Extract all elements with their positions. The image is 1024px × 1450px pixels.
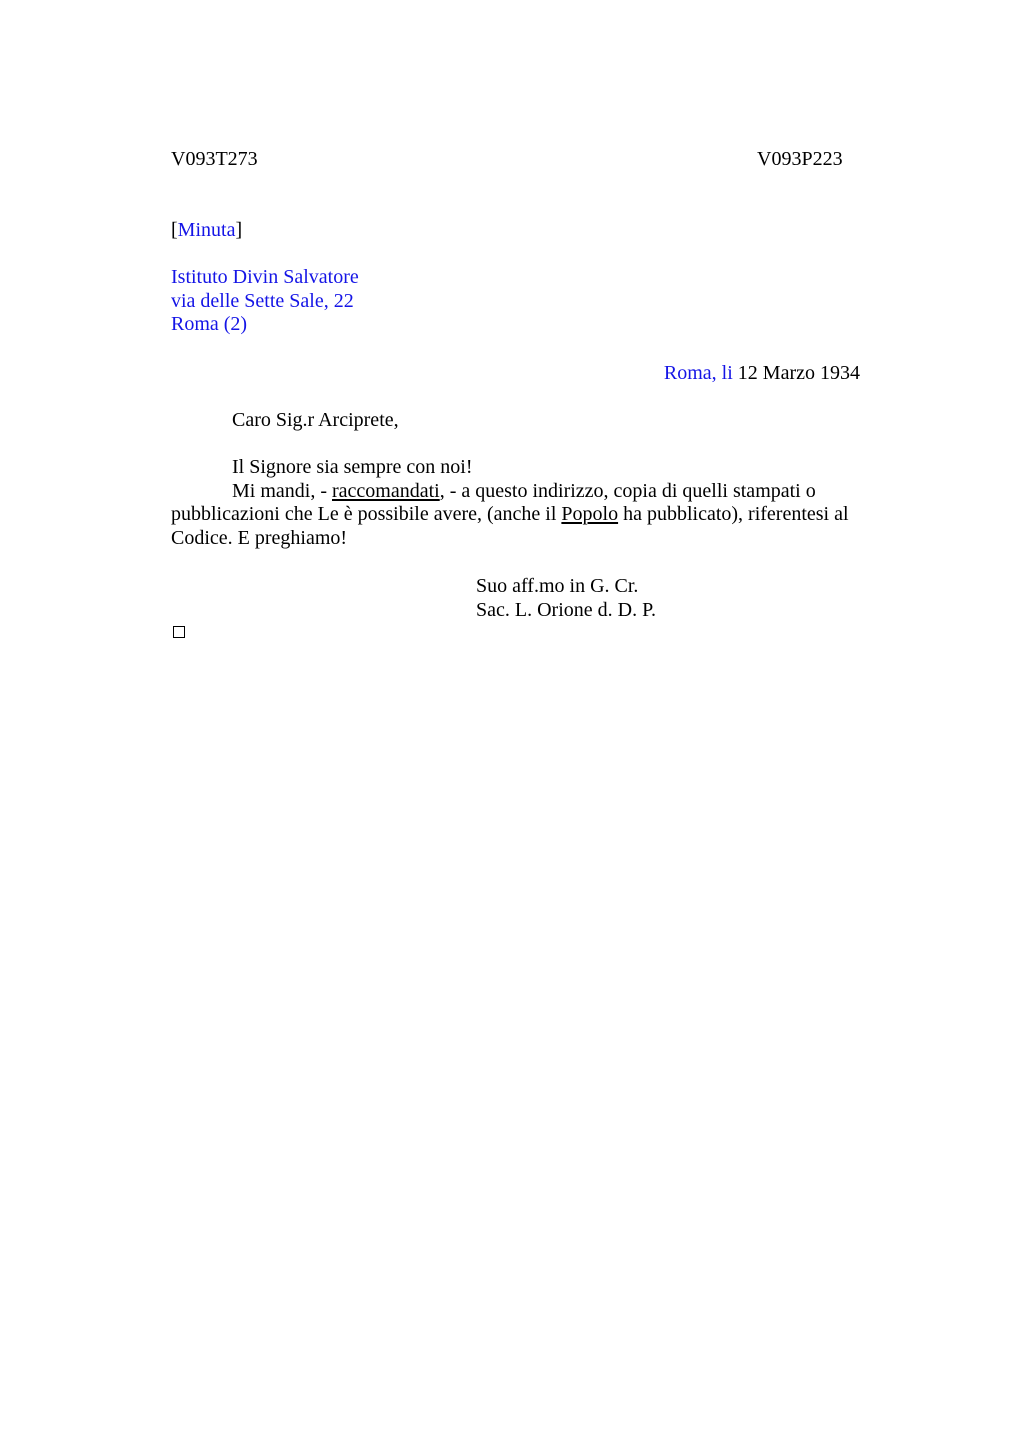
dateline-date: 12 Marzo 1934 — [732, 362, 860, 384]
closing-line: Suo aff.mo in G. Cr. — [476, 575, 639, 597]
address-line-3: Roma (2) — [171, 313, 248, 335]
dateline — [664, 361, 860, 385]
recipient-address — [171, 266, 359, 337]
underlined-word: Popolo — [561, 503, 619, 525]
salutation: Caro Sig.r Arciprete, — [232, 409, 399, 431]
letter-body — [171, 456, 883, 550]
bracket-open: [ — [171, 219, 178, 241]
end-box-icon — [173, 626, 185, 638]
body-text-part: ha pubblicato), riferentesi al Codice. E preghiamo! — [171, 503, 849, 549]
body-paragraph-1: Il Signore sia sempre con noi! — [232, 456, 473, 478]
document-code-right: V093P223 — [757, 148, 843, 170]
body-text-part: Mi mandi, - — [232, 479, 332, 502]
body-text-part: , - a questo indirizzo, copia di quelli stampati o pubblicazioni che Le è possibile avere, (anche il — [171, 479, 816, 525]
signature-block — [476, 575, 656, 622]
minuta-label — [171, 218, 242, 242]
address-line-1: Istituto Divin Salvatore — [171, 266, 359, 288]
underlined-word: raccomandati — [332, 479, 440, 502]
document-code-left: V093T273 — [171, 148, 258, 170]
bracket-close: ] — [235, 219, 243, 241]
dateline-place: Roma, li — [663, 362, 733, 384]
signature-line: Sac. L. Orione d. D. P. — [476, 598, 656, 621]
minuta-text: Minuta — [177, 219, 236, 241]
address-line-2: via delle Sette Sale, 22 — [171, 289, 354, 312]
body-paragraph-2 — [171, 480, 883, 551]
